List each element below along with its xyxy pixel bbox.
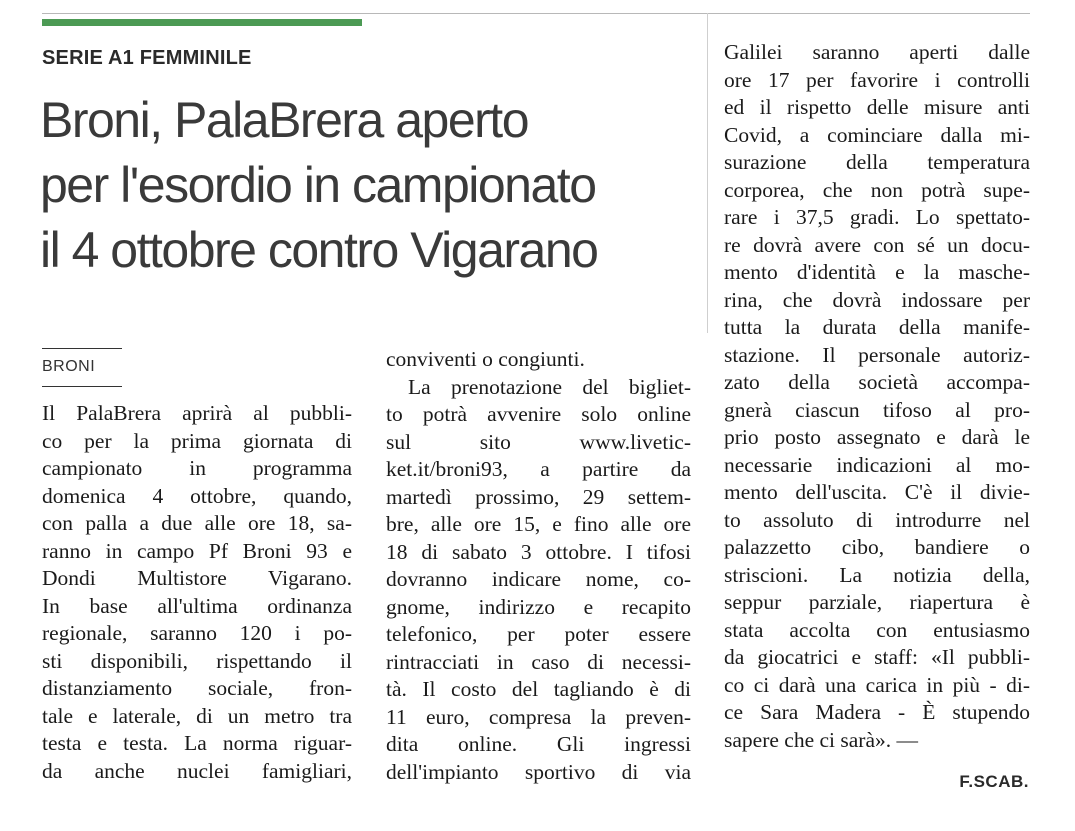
text-line: prio posto assegnato e darà le	[724, 425, 1030, 449]
text-line: telefonico, per poter essere	[386, 622, 691, 646]
text-line: bre, alle ore 15, e fino alle ore	[386, 512, 691, 536]
text-line: da giocatrici e staff: «Il pubbli-	[724, 645, 1030, 669]
text-line: to potrà avvenire solo online	[386, 402, 691, 426]
text-line: Dondi Multistore Vigarano.	[42, 566, 352, 590]
text-line: ce Sara Madera - È stupendo	[724, 700, 1030, 724]
column-divider	[707, 13, 708, 333]
text-line: testa e testa. La norma riguar-	[42, 731, 352, 755]
text-line: Il PalaBrera aprirà al pubbli-	[42, 401, 352, 425]
text-line: mento dell'uscita. C'è il divie-	[724, 480, 1030, 504]
text-line: co per la prima giornata di	[42, 428, 352, 453]
section-label: SERIE A1 FEMMINILE	[42, 47, 252, 69]
text-line: to assoluto di introdurre nel	[724, 507, 1030, 532]
headline	[40, 88, 700, 283]
text-line: Galilei saranno aperti dalle	[724, 40, 1030, 64]
text-line: ket.it/broni93, a partire da	[386, 457, 691, 481]
text-line: ore 17 per favorire i controlli	[724, 67, 1030, 92]
text-line: tale e laterale, di un metro tra	[42, 703, 352, 728]
text-line: 11 euro, compresa la preven-	[386, 704, 691, 729]
text-line: tà. Il costo del tagliando è di	[386, 677, 691, 701]
author-signature: F.SCAB.	[959, 772, 1029, 791]
text-line: gnome, indirizzo e recapito	[386, 594, 691, 619]
text-line: Covid, a cominciare dalla mi-	[724, 122, 1030, 147]
text-line: dovranno indicare nome, co-	[386, 567, 691, 591]
text-line: necessarie indicazioni al mo-	[724, 452, 1030, 477]
text-line: sti disponibili, rispettando il	[42, 648, 352, 673]
text-line: seppur parziale, riapertura è	[724, 590, 1030, 614]
text-line: La prenotazione del bigliet-	[408, 374, 691, 399]
text-line: da anche nuclei famigliari,	[42, 758, 352, 783]
text-line: regionale, saranno 120 i po-	[42, 621, 352, 645]
text-line: striscioni. La notizia della,	[724, 562, 1030, 587]
text-line: ed il rispetto delle misure anti	[724, 95, 1030, 119]
body-column-1	[42, 400, 352, 785]
text-line: sapere che ci sarà». —	[724, 727, 918, 752]
text-line: mento d'identità e la masche-	[724, 260, 1030, 284]
text-line: domenica 4 ottobre, quando,	[42, 483, 352, 508]
headline-line: per l'esordio in campionato	[40, 157, 596, 213]
text-line: conviventi o congiunti.	[386, 347, 585, 371]
place-rule-bottom	[42, 386, 122, 387]
text-line: dita online. Gli ingressi	[386, 732, 691, 756]
text-line: dell'impianto sportivo di via	[386, 759, 691, 784]
text-line: ranno in campo Pf Broni 93 e	[42, 538, 352, 563]
text-line: stazione. Il personale autoriz-	[724, 342, 1030, 367]
text-line: co ci darà una carica in più - di-	[724, 672, 1030, 697]
text-line: palazzetto cibo, bandiere o	[724, 535, 1030, 559]
text-line: rintracciati in caso di necessi-	[386, 649, 691, 674]
text-line: tutta la durata della manife-	[724, 315, 1030, 339]
text-line: sul sito www.livetic-	[386, 429, 691, 454]
text-line: con palla a due alle ore 18, sa-	[42, 511, 352, 535]
headline-line: Broni, PalaBrera aperto	[40, 92, 529, 148]
text-line: rare i 37,5 gradi. Lo spettato-	[724, 205, 1030, 229]
text-line: 18 di sabato 3 ottobre. I tifosi	[386, 539, 691, 564]
text-line: re dovrà avere con sé un docu-	[724, 232, 1030, 257]
text-line: surazione della temperatura	[724, 150, 1030, 174]
dateline-place: BRONI	[42, 358, 96, 375]
body-column-2	[386, 346, 691, 786]
text-line: corporea, che non potrà supe-	[724, 177, 1030, 202]
text-line: campionato in programma	[42, 456, 352, 480]
place-rule-top	[42, 348, 122, 349]
text-line: stata accolta con entusiasmo	[724, 617, 1030, 642]
text-line: distanziamento sociale, fron-	[42, 676, 352, 700]
text-line: gnerà ciascun tifoso al pro-	[724, 397, 1030, 422]
headline-line: il 4 ottobre contro Vigarano	[40, 222, 598, 278]
text-line: zato della società accompa-	[724, 370, 1030, 394]
body-column-3	[724, 39, 1030, 754]
text-line: In base all'ultima ordinanza	[42, 593, 352, 618]
text-line: martedì prossimo, 29 settem-	[386, 484, 691, 509]
section-accent-bar	[42, 19, 362, 26]
top-rule	[42, 13, 1030, 14]
text-line: rina, che dovrà indossare per	[724, 287, 1030, 312]
